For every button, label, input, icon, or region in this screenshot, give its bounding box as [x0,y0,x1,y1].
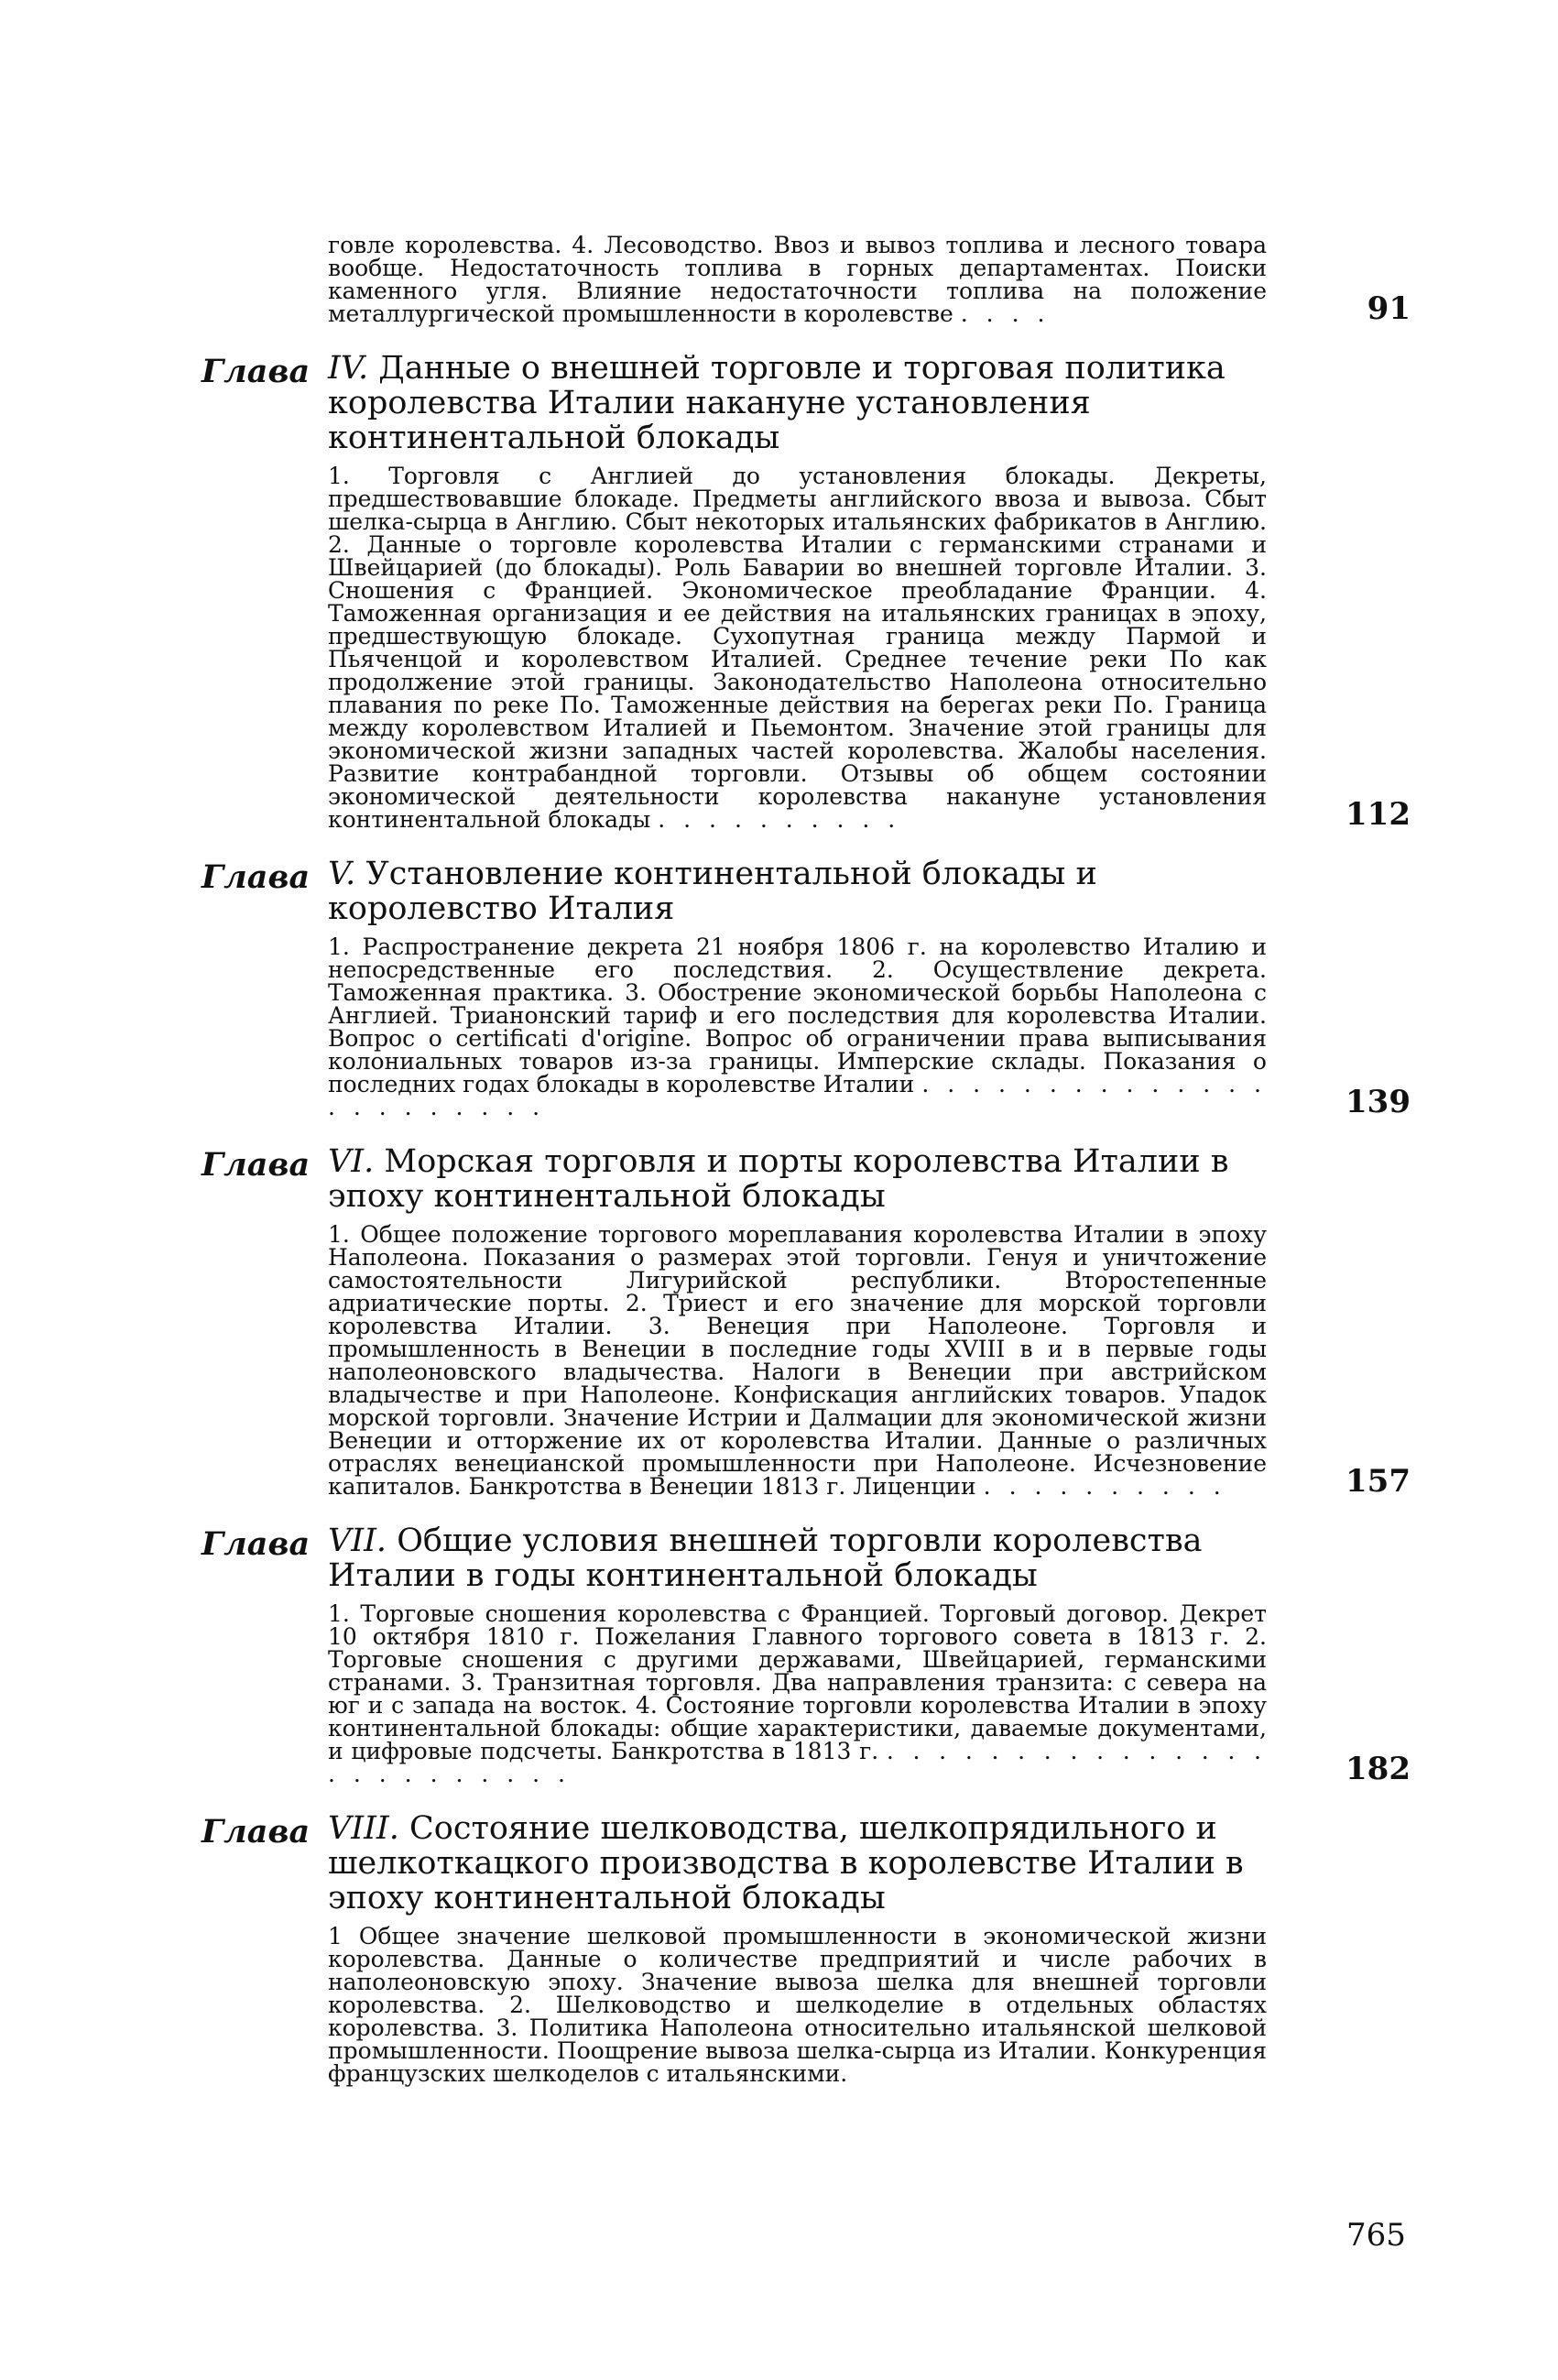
dot-leader: . . . . . . . . . . . . . . . . . . . . . . . [328,1071,1267,1120]
chapter-summary: 1. Торговля с Англией до установления блокады. Декреты, предшествовавшие блокаде. Предметы английского ввоза и вывоза. Сбыт шелка-сырца в Англию. Сбыт некоторых итальянских фабрикатов в Англию. 2. Данные о торговле королевства Италии с германскими странами и Швейцарией (до блокады). Роль Баварии во внешней торговле Италии. 3. Сношения с Францией. Экономическое преобладание Франции. 4. Таможенная организация и ее действия на итальянских границах в эпоху, предшествующую блокаде. Сухопутная граница между Пармой и Пьяченцой и королевством Италией. Среднее течение реки По как продолжение этой границы. Законодательство Наполеона относительно плавания по реке По. Таможенные действия на берегах реки По. Граница между королевством Италией и Пьемонтом. Значение этой границы для экономической жизни западных частей королевства. Жалобы населения. Развитие контрабандной торговли. Отзывы об общем состоянии экономической деятельности королевства накануне установления континентальной блокады . . . . . . . . . . [328,463,1267,833]
chapter-summary: 1 Общее значение шелковой промышленности в экономической жизни королевства. Данные о количестве предприятий и числе рабочих в наполеоновскую эпоху. Значение вывоза шелка для внешней торговли королевства. 2. Шелководство и шелкоделие в отдельных областях королевства. 3. Политика Наполеона относительно итальянской шелковой промышленности. Поощрение вывоза шелка-сырца из Италии. Конкуренция французских шелкоделов с итальянскими. [328,1923,1267,2087]
chapter-label: Глава [202,1146,311,1184]
chapter-title: VI. Морская торговля и порты королевства Италии в эпоху континентальной блокады [328,1143,1229,1215]
table-of-contents [202,234,1411,2111]
chapter-title: VII. Общие условия внешней торговли королевства Италии в годы континентальной блокады [328,1523,1203,1594]
page-number: 139 [1346,1084,1411,1120]
chapter-summary: 1. Распространение декрета 21 ноября 1806 г. на королевство Италию и непосредственные его последствия. 2. Осуществление декрета. Таможенная практика. 3. Обострение экономической борьбы Наполеона с Англией. Трианонский тариф и его последствия для королевства Италии. Вопрос о certificati d'origine. Вопрос об ограничении права выписывания колониальных товаров из-за границы. Имперские склады. Показания о последних годах блокады в королевстве Италии . . . . . . . . . . . . . . . . . . . . . . . [328,933,1267,1120]
chapter-number: VII. [328,1523,387,1559]
toc-entry-chapter-4 [202,351,1411,831]
entry-summary: говле королевства. 4. Лесоводство. Ввоз и вывоз топлива и лесного товара вообще. Недостаточность топлива в горных департаментах. Поиски каменного угля. Влияние недостаточности топлива на положение металлургической промышленности в королевстве . . . . [328,232,1267,327]
chapter-number: VI. [328,1143,375,1180]
toc-entry-continuation [202,234,1411,325]
chapter-title: IV. Данные о внешней торговле и торговая политика королевства Италии накануне установления континентальной блокады [328,350,1226,456]
page-number: 157 [1346,1463,1411,1500]
toc-entry-chapter-6 [202,1144,1411,1498]
page-folio: 765 [1346,2217,1406,2254]
chapter-title: VIII. Состояние шелководства, шелкопрядильного и шелкоткацкого производства в королевстве Италии в эпоху континентальной блокады [328,1810,1244,1916]
chapter-label: Глава [202,1813,311,1851]
dot-leader: . . . . . . . . . . [658,806,901,833]
chapter-summary: 1. Торговые сношения королевства с Францией. Торговый договор. Декрет 10 октября 1810 г. Пожелания Главного торгового совета в 1813 г. 2. Торговые сношения с другими державами, Швейцарией, германскими странами. 3. Транзитная торговля. Два направления транзита: с севера на юг и с запада на восток. 4. Состояние торговли королевства Италии в эпоху континентальной блокады: общие характеристики, даваемые документами, и цифровые подсчеты. Банкротства в 1813 г. . . . . . . . . . . . . . . . . . . . . . . . . . [328,1600,1267,1787]
dot-leader: . . . . . . . . . . . . . . . . . . . . . . . . . [328,1738,1267,1787]
dot-leader: . . . . . . . . . . [983,1473,1226,1500]
chapter-label: Глава [202,353,311,390]
chapter-number: IV. [328,350,369,387]
toc-entry-chapter-8 [202,1811,1411,2085]
page-number: 112 [1346,796,1411,833]
chapter-number: V. [328,856,356,892]
dot-leader: . . . . [960,300,1051,327]
chapter-label: Глава [202,1525,311,1563]
toc-entry-chapter-5 [202,857,1411,1119]
page-number: 91 [1367,290,1411,327]
page-number: 182 [1346,1751,1411,1787]
chapter-summary: 1. Общее положение торгового мореплавания королевства Италии в эпоху Наполеона. Показания о размерах этой торговли. Генуя и уничтожение самостоятельности Лигурийской республики. Второстепенные адриатические порты. 2. Триест и его значение для морской торговли королевства Италии. 3. Венеция при Наполеоне. Торговля и промышленность в Венеции в последние годы XVIII в и в первые годы наполеоновского владычества. Налоги в Венеции при австрийском владычестве и при Наполеоне. Конфискация английских товаров. Упадок морской торговли. Значение Истрии и Далмации для экономической жизни Венеции и отторжение их от королевства Италии. Данные о различных отраслях венецианской промышленности при Наполеоне. Исчезновение капиталов. Банкротства в Венеции 1813 г. Лиценции . . . . . . . . . . [328,1221,1267,1500]
chapter-number: VIII. [328,1810,399,1847]
chapter-title: V. Установление континентальной блокады и королевство Италия [328,856,1097,927]
toc-entry-chapter-7 [202,1523,1411,1785]
chapter-label: Глава [202,858,311,896]
